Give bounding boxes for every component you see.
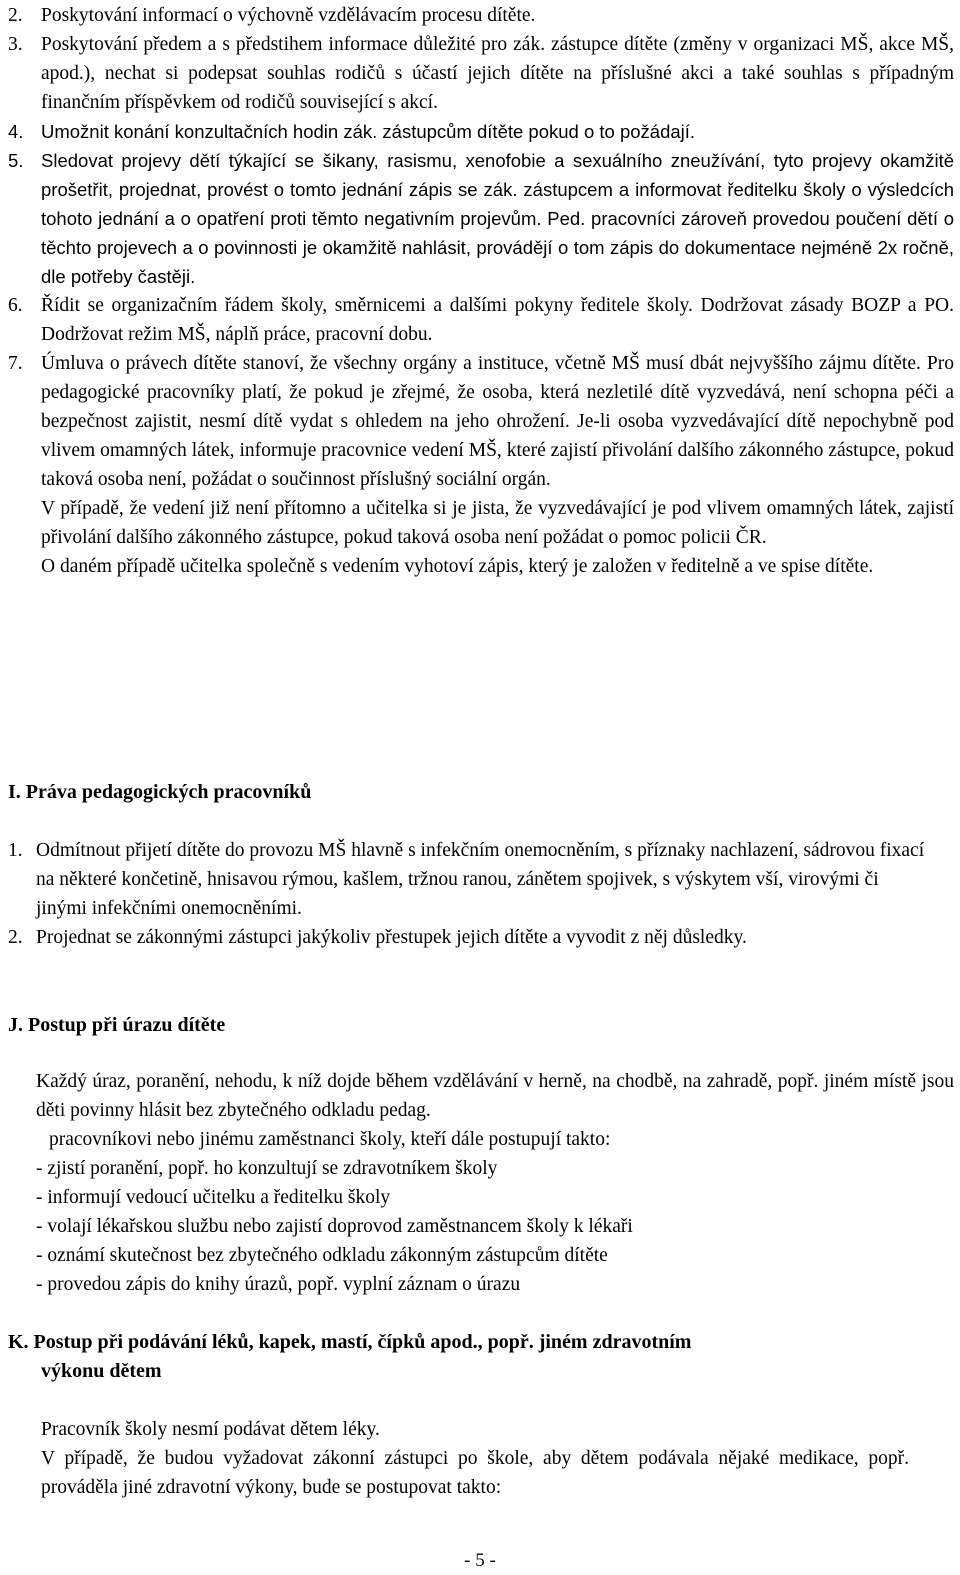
step-item: - volají lékařskou službu nebo zajistí doprovod zaměstnancem školy k lékaři — [36, 1216, 633, 1237]
section-heading: I. Práva pedagogických pracovníků — [8, 781, 312, 803]
injury-intro: Každý úraz, poranění, nehodu, k níž dojde během vzdělávání v herně, na chodbě, na zahradě, popř. jiném místě jsou děti povinny hlásit bez zbytečného odkladu pedag. — [36, 1071, 954, 1121]
section-heading: K. Postup při podávání léků, kapek, mastí, čípků apod., popř. jiném zdravotním — [8, 1331, 692, 1353]
obligations-list — [8, 1, 954, 581]
step-item: - oznámí skutečnost bez zbytečného odkladu zákonným zástupcům dítěte — [36, 1245, 608, 1266]
item-text: Odmítnout přijetí dítěte do provozu MŠ hlavně s infekčním onemocněním, s příznaky nachlazení, sádrovou fixací na některé končetině, hnisavou rýmou, kašlem, tržnou ranou, zánětem spojivek, s výskytem vší, virovými či jinými infekčními onemocněními. — [36, 840, 925, 919]
injury-steps — [36, 1154, 936, 1299]
item-text: Sledovat projevy dětí týkající se šikany, rasismu, xenofobie a sexuálního zneužívání, tyto projevy okamžitě prošetřit, projednat, provést o tomto jednání zápis se zák. zástupcem a informovat ředitelku školy o výsledcích tohoto jednání a o opatření proti těmto negativním projevům. Ped. pracovníci zároveň provedou poučení dětí o těchto projevech a o povinnosti je okamžitě nahlásit, provádějí o tom zápis do dokumentace nejméně 2x ročně, dle potřeby častěji. — [41, 150, 954, 287]
item-number: 4. — [8, 121, 24, 142]
item-text: Projednat se zákonnými zástupci jakýkoliv přestupek jejich dítěte a vyvodit z něj důsledky. — [36, 927, 747, 948]
step-item: - informují vedoucí učitelku a ředitelku školy — [36, 1187, 391, 1208]
step-item: - provedou zápis do knihy úrazů, popř. vyplní záznam o úrazu — [36, 1274, 521, 1295]
list-item — [8, 349, 954, 581]
item-text: Poskytování informací o výchovně vzdělávacím procesu dítěte. — [41, 5, 536, 26]
item-text: Řídit se organizačním řádem školy, směrnicemi a dalšími pokyny ředitele školy. Dodržovat zásady BOZP a PO. Dodržovat režim MŠ, náplň práce, pracovní dobu. — [41, 295, 954, 345]
item-text: Poskytování předem a s předstihem informace důležité pro zák. zástupce dítěte (změny v organizaci MŠ, akce MŠ, apod.), nechat si podepsat souhlas rodičů s účastí jejich dítěte na příslušné akci a také souhlas s případným finančním příspěvkem od rodičů související s akcí. — [41, 34, 954, 113]
injury-intro-continued: pracovníkovi nebo jinému zaměstnanci školy, kteří dále postupují takto: — [49, 1129, 611, 1150]
section-heading-continued: výkonu dětem — [41, 1360, 162, 1382]
list-item — [8, 291, 954, 349]
item-text: Umožnit konání konzultačních hodin zák. zástupcům dítěte pokud o to požádají. — [41, 121, 696, 142]
item-number: 6. — [8, 295, 23, 316]
list-item — [8, 30, 954, 117]
item-paragraph: V případě, že vedení již není přítomno a učitelka si je jista, že vyzvedávající je pod vlivem omamných látek, zajistí přivolání dalšího zákonného zástupce, pokud taková osoba není požádat o pomoc policii ČR. — [41, 498, 954, 548]
step-item: - zjistí poranění, popř. ho konzultují se zdravotníkem školy — [36, 1158, 498, 1179]
page-number: - 5 - — [464, 1550, 496, 1571]
list-item — [8, 923, 928, 952]
list-item — [8, 146, 954, 291]
item-paragraph: O daném případě učitelka společně s vedením vyhotoví zápis, který je založen v ředitelně a ve spise dítěte. — [41, 556, 874, 577]
item-number: 1. — [8, 840, 23, 861]
list-item — [8, 117, 954, 146]
item-number: 5. — [8, 150, 24, 171]
item-number: 3. — [8, 34, 23, 55]
item-paragraph: Úmluva o právech dítěte stanoví, že všechny orgány a instituce, včetně MŠ musí dbát nejvyššího zájmu dítěte. Pro pedagogické pracovníky platí, že pokud je zřejmé, že osoba, která nezletilé dítě vyzvedává, není schopna péči a bezpečnost zajistit, nesmí dítě vydat s ohledem na jeho ohrožení. Je-li osoba vyzvedávající dítě nepochybně pod vlivem omamných látek, informuje pracovnice vedení MŠ, které zajistí přivolání dalšího zákonného zástupce, pokud taková osoba není, požádat o součinnost příslušný sociální orgán. — [41, 353, 954, 490]
list-item — [8, 836, 928, 923]
item-paragraphs — [41, 349, 954, 581]
medication-paragraph: V případě, že budou vyžadovat zákonní zástupci po škole, aby dětem podávala nějaké medikace, popř. prováděla jiné zdravotní výkony, bude se postupovat takto: — [41, 1448, 909, 1498]
item-number: 2. — [8, 927, 23, 948]
item-number: 2. — [8, 5, 23, 26]
item-number: 7. — [8, 353, 23, 374]
medication-paragraph: Pracovník školy nesmí podávat dětem léky. — [41, 1419, 380, 1440]
rights-list — [8, 836, 928, 952]
list-item — [8, 1, 954, 30]
section-heading: J. Postup při úrazu dítěte — [8, 1014, 226, 1036]
